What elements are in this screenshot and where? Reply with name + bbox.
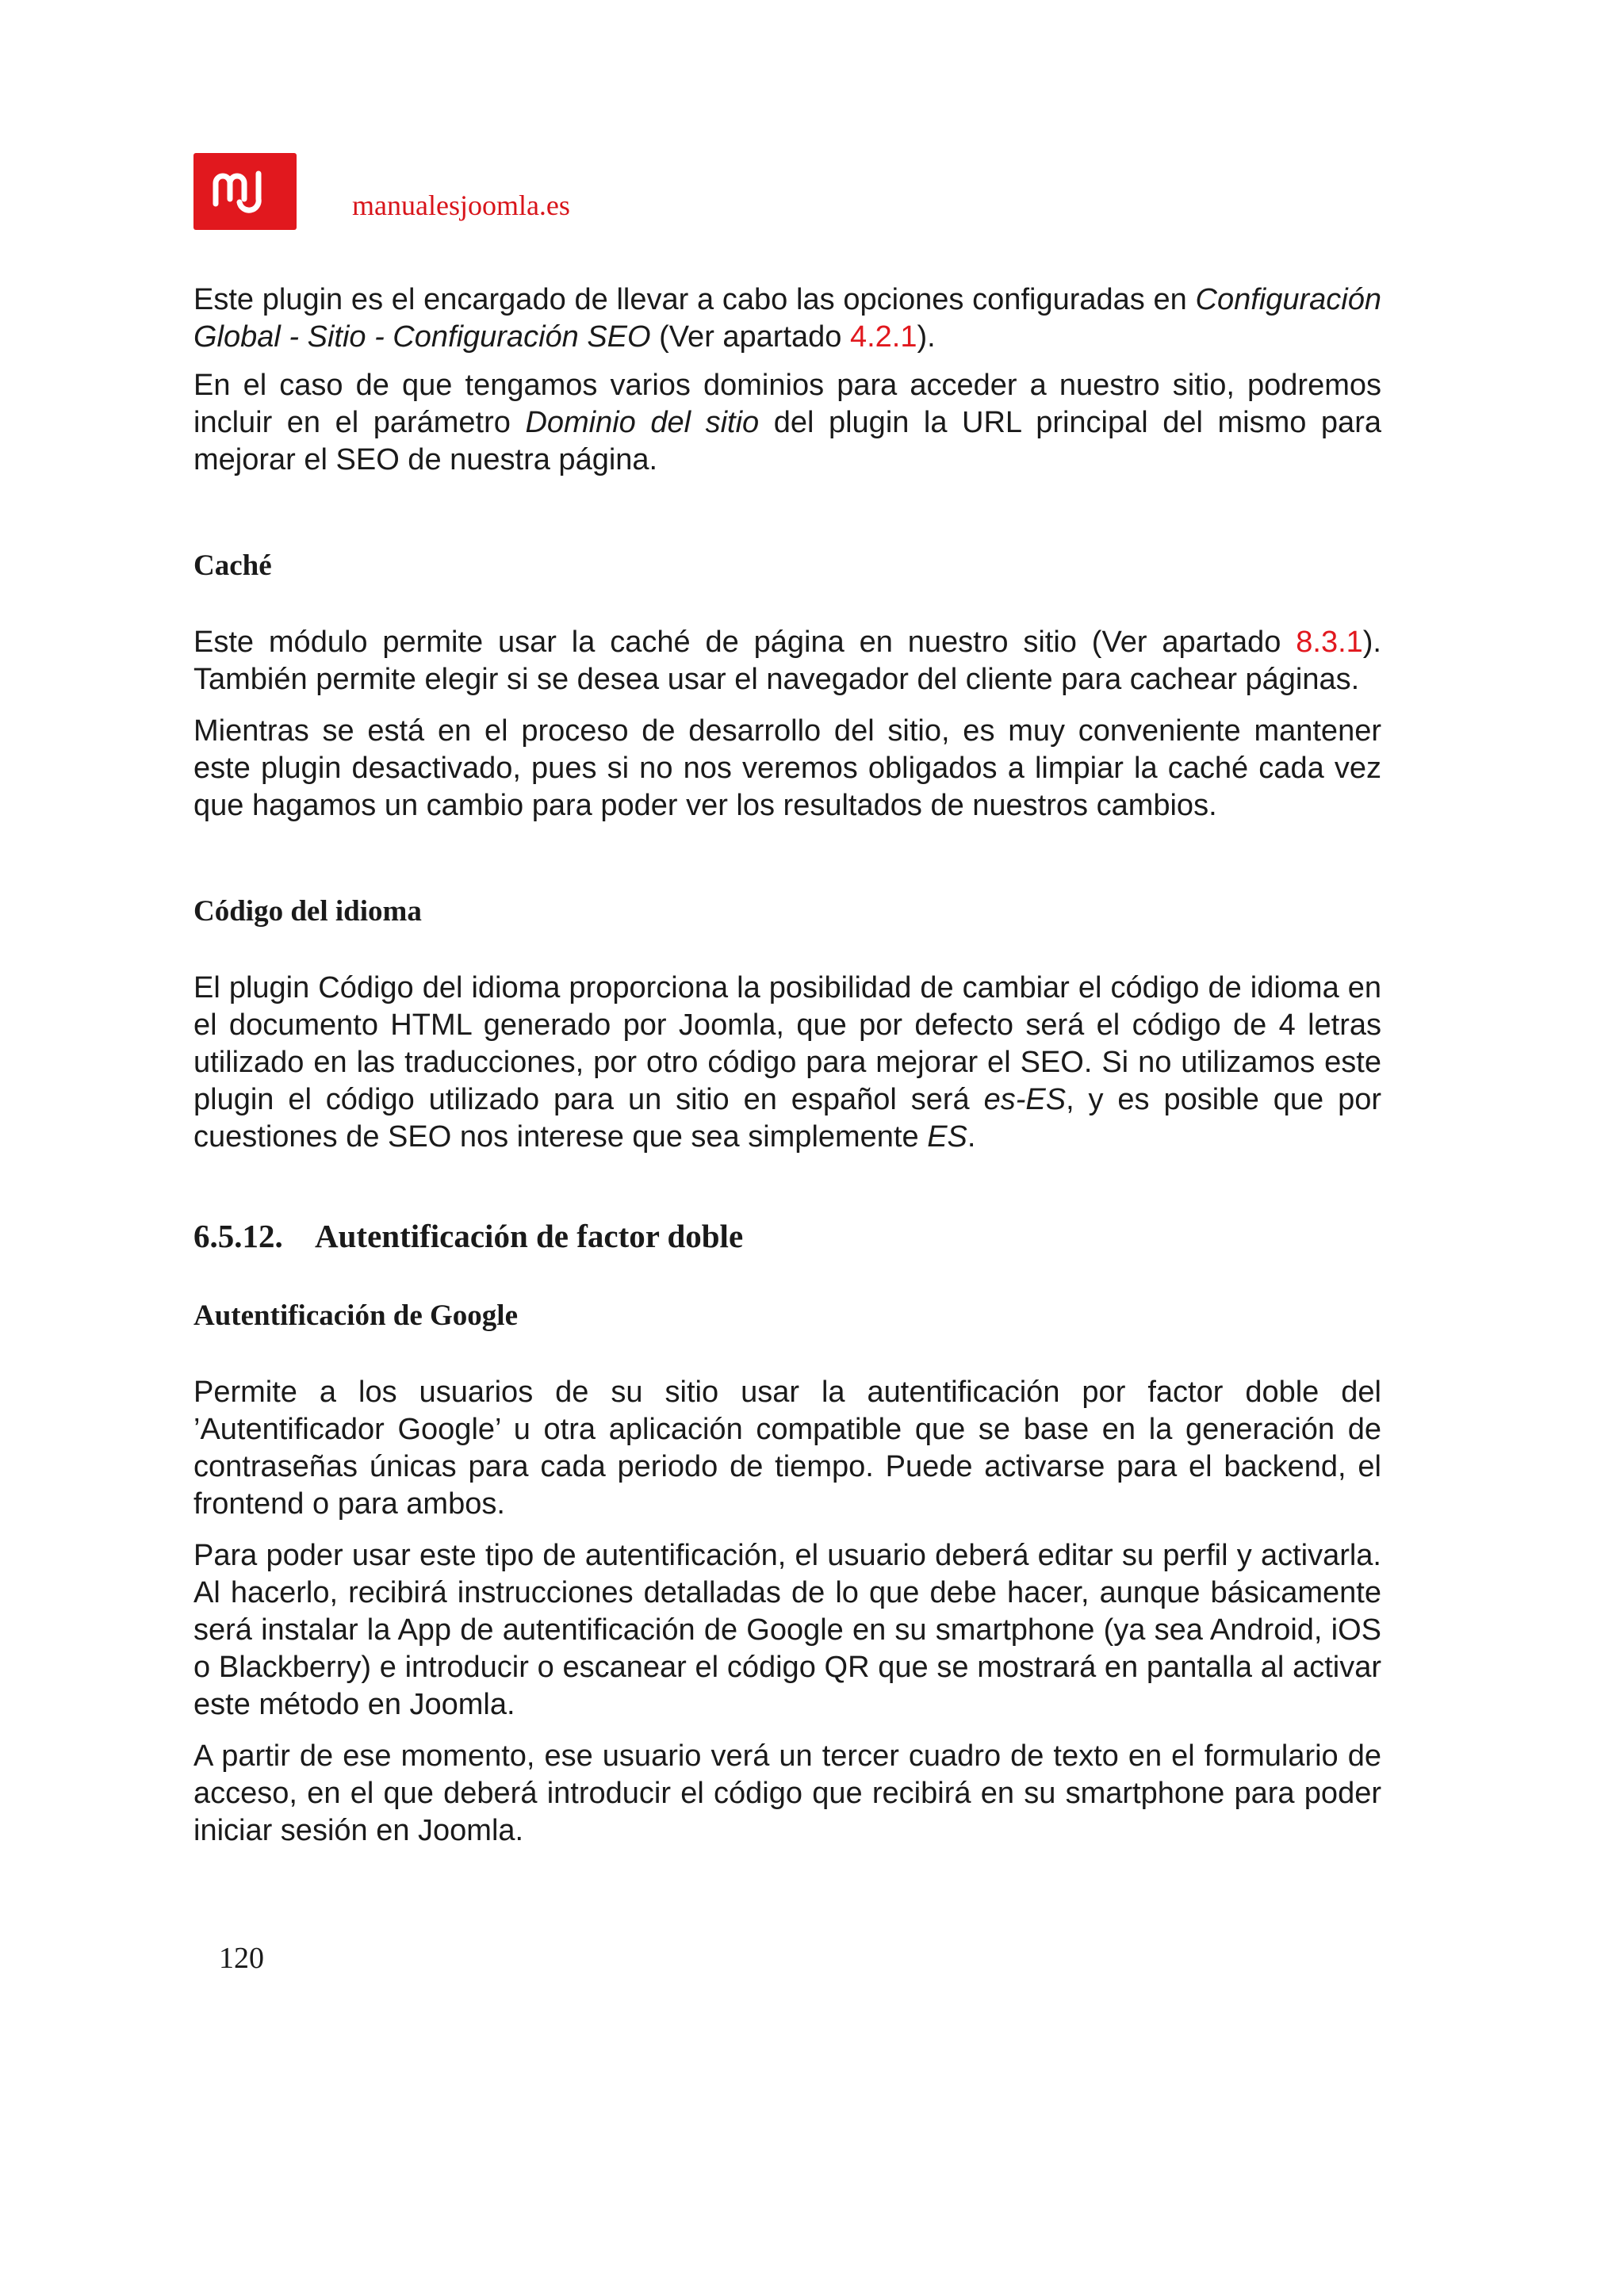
section-title: Autentificación de factor doble [315,1218,744,1254]
subheading-codigo-idioma: Código del idioma [193,895,422,928]
mj-logo-icon [211,167,279,216]
emphasis: Configuración Global - Sitio - Configuración SEO [193,283,1381,354]
text: Este plugin es el encargado de llevar a cabo las opciones configuradas en [193,283,1196,316]
text: , y es posible que por cuestiones de SEO nos interese que sea simplemente [193,1083,1381,1154]
emphasis: Dominio del sitio [525,406,760,439]
text: . [967,1120,976,1154]
emphasis: ES [927,1120,967,1154]
text: En el caso de que tengamos varios dominios para acceder a nuestro sitio, podremos incluir en el parámetro [193,369,1381,439]
text: Este módulo permite usar la caché de página en nuestro sitio (Ver apartado [193,626,1297,659]
paragraph [193,970,1381,1156]
text: ). [917,320,936,354]
paragraph: Permite a los usuarios de su sitio usar la autentificación por factor doble del ’Autentificador Google’ u otra aplicación compatible que se base en la generación de contraseñas únicas para cada periodo de tiempo. Puede activarse para el backend, el frontend o para ambos. [193,1376,1381,1521]
subheading-google: Autentificación de Google [193,1299,519,1332]
paragraph: Mientras se está en el proceso de desarrollo del sitio, es muy conveniente mantener este plugin desactivado, pues si no nos veremos obligados a limpiar la caché cada vez que hagamos un cambio para poder ver los resultados de nuestros cambios. [193,714,1381,822]
text: (Ver apartado [650,320,850,354]
emphasis: es-ES [983,1083,1067,1116]
page-number: 120 [219,1942,264,1975]
text: El plugin Código del idioma proporciona la posibilidad de cambiar el código de idioma en el documento HTML generado por Joomla, que por defecto será el código de 4 letras utilizado en las traducciones, por otro código para mejorar el SEO. Si no utilizamos este plugin el código utilizado para un sitio en español será [193,971,1381,1116]
text: del plugin la URL principal del mismo para mejorar el SEO de nuestra página. [193,406,1381,476]
section-heading [193,1216,1381,1256]
site-logo [193,153,297,230]
paragraph [193,367,1381,479]
paragraph: Para poder usar este tipo de autentificación, el usuario deberá editar su perfil y activarla. Al hacerlo, recibirá instrucciones detalladas de lo que debe hacer, aunque básicamente será instalar la App de autentificación de Google en su smartphone (ya sea Android, iOS o Blackberry) e introducir o escanear el código QR que se mostrará en pantalla al activar este método en Joomla. [193,1539,1381,1721]
page-content [193,281,1381,1864]
section-reference-link[interactable]: 4.2.1 [849,320,917,354]
paragraph [193,624,1381,698]
subheading-cache: Caché [193,549,272,582]
text: ). También permite elegir si se desea usar el navegador del cliente para cachear páginas. [193,626,1381,696]
page-header [193,151,570,230]
paragraph [193,281,1381,356]
section-number: 6.5.12. [193,1218,283,1254]
site-name: manualesjoomla.es [352,189,570,221]
paragraph: A partir de ese momento, ese usuario verá un tercer cuadro de texto en el formulario de acceso, en el que deberá introducir el código que recibirá en su smartphone para poder iniciar sesión en Joomla. [193,1739,1381,1847]
section-reference-link[interactable]: 8.3.1 [1296,626,1363,659]
